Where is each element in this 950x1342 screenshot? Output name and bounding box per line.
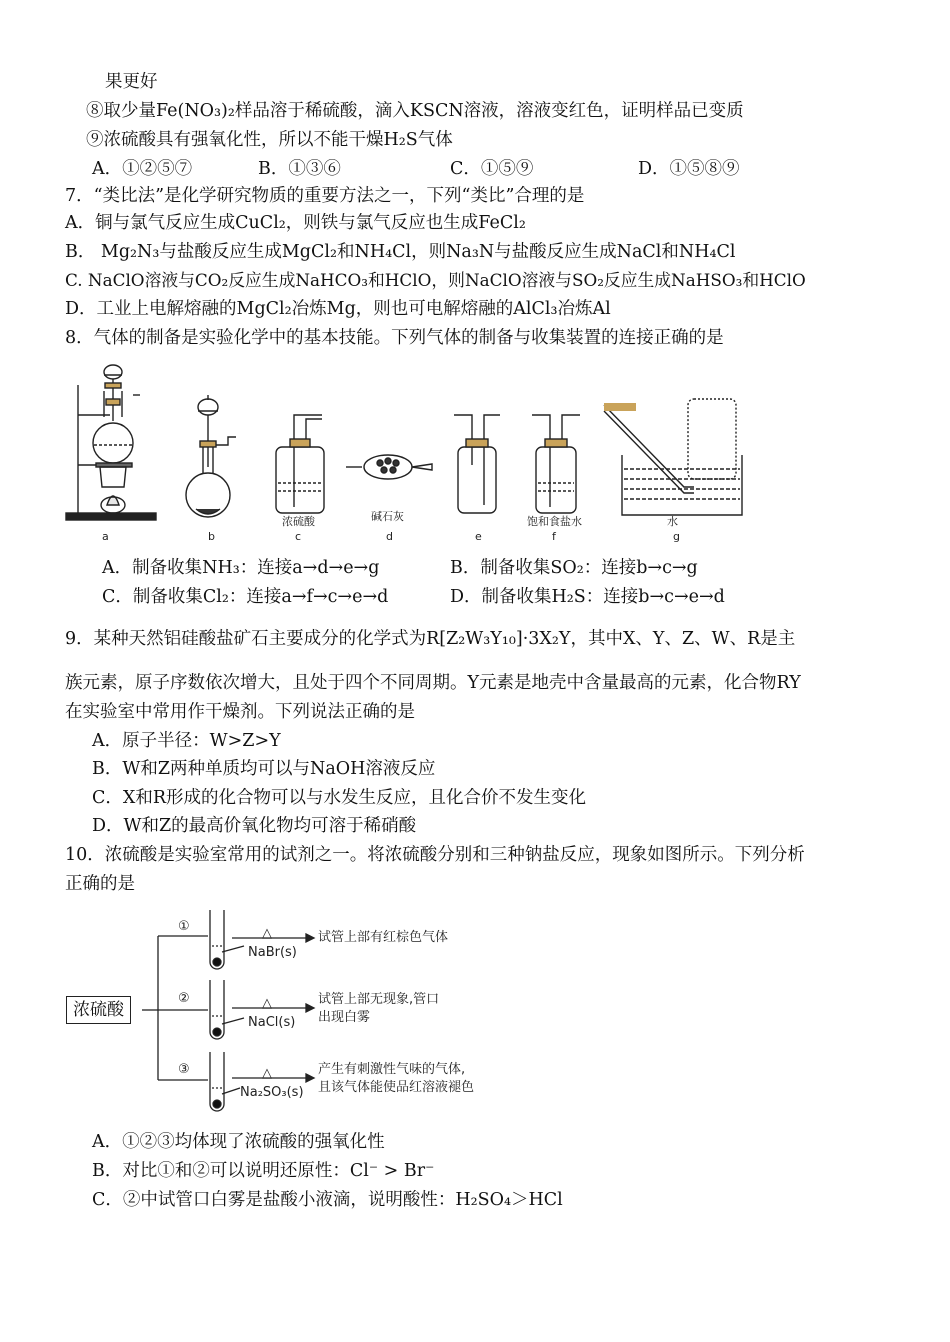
q9-option-c: C．X和R形成的化合物可以与水发生反应，且化合价不发生变化 (92, 788, 587, 808)
q6-option-c: C．①⑤⑨ (450, 159, 534, 179)
branch-2-number: ② (178, 991, 190, 1006)
branch-1-salt: NaBr(s) (248, 945, 297, 960)
q9-stem-line3: 在实验室中常用作干燥剂。下列说法正确的是 (65, 702, 415, 722)
q7-option-c: C. NaClO溶液与CO₂反应生成NaHCO₃和HClO，则NaClO溶液与SO₂反应生成NaHSO₃和HClO (65, 270, 806, 290)
reagent-box-conc-h2so4: 浓硫酸 (66, 996, 131, 1024)
q8-option-c: C．制备收集Cl₂：连接a→f→c→e→d (102, 587, 389, 607)
q8-option-b: B．制备收集SO₂：连接b→c→g (450, 558, 698, 578)
apparatus-f (532, 415, 580, 513)
q6-item-8: ⑧取少量Fe(NO₃)₂样品溶于稀硫酸，滴入KSCN溶液，溶液变红色，证明样品已变质 (86, 101, 744, 121)
letter-e: e (475, 530, 482, 543)
letter-a: a (102, 530, 109, 543)
branch-2-salt: NaCl(s) (248, 1015, 296, 1030)
letter-f: f (552, 530, 556, 543)
apparatus-g (604, 399, 742, 515)
q10-stem-line1: 10．浓硫酸是实验室常用的试剂之一。将浓硫酸分别和三种钠盐反应，现象如图所示。下列分析 (65, 845, 805, 865)
q8-option-d: D．制备收集H₂S：连接b→c→e→d (450, 587, 725, 607)
q7-option-a: A．铜与氯气反应生成CuCl₂，则铁与氯气反应也生成FeCl₂ (65, 213, 526, 233)
q10-option-b: B．对比①和②可以说明还原性：Cl⁻ > Br⁻ (92, 1161, 435, 1181)
q6-item-9: ⑨浓硫酸具有强氧化性，所以不能干燥H₂S气体 (86, 130, 453, 150)
q7-stem: 7．“类比法”是化学研究物质的重要方法之一，下列“类比”合理的是 (65, 186, 585, 206)
branch-3-salt: Na₂SO₃(s) (240, 1085, 304, 1100)
label-f-saturated-brine: 饱和食盐水 (527, 515, 582, 528)
test-tube-1 (210, 910, 224, 969)
letter-b: b (208, 530, 215, 543)
q7-option-d: D．工业上电解熔融的MgCl₂冶炼Mg，则也可电解熔融的AlCl₃冶炼Al (65, 299, 611, 319)
branch-1-observation: 试管上部有红棕色气体 (318, 930, 449, 945)
apparatus-d (346, 455, 432, 479)
q10-option-a: A．①②③均体现了浓硫酸的强氧化性 (92, 1132, 385, 1152)
q9-stem-line1: 9．某种天然铝硅酸盐矿石主要成分的化学式为R[Z₂W₃Y₁₀]·3X₂Y，其中X、Y、Z、W、R是主 (65, 629, 796, 649)
q9-stem-line2: 族元素，原子序数依次增大，且处于四个不同周期。Y元素是地壳中含量最高的元素，化合物RY (65, 673, 801, 693)
label-c-conc-h2so4: 浓硫酸 (282, 515, 315, 528)
q9-option-b: B．W和Z两种单质均可以与NaOH溶液反应 (92, 759, 436, 779)
branch-3-observation-line2: 且该气体能使品红溶液褪色 (318, 1080, 475, 1095)
q6-option-a: A．①②⑤⑦ (92, 159, 193, 179)
letter-g: g (673, 530, 680, 543)
label-d-soda-lime: 碱石灰 (371, 510, 404, 523)
branch-1-number: ① (178, 919, 190, 934)
test-tube-3 (210, 1052, 224, 1111)
branch-2-observation-line2: 出现白雾 (318, 1010, 371, 1025)
branch-1-heat: △ (262, 926, 272, 941)
q8-option-a: A．制备收集NH₃：连接a→d→e→g (102, 558, 380, 578)
letter-d: d (386, 530, 393, 543)
apparatus-b (186, 395, 236, 517)
q9-option-a: A．原子半径：W>Z>Y (92, 731, 281, 751)
apparatus-c (276, 415, 324, 513)
branch-2-observation-line1: 试管上部无现象,管口 (318, 992, 440, 1007)
q10-stem-line2: 正确的是 (65, 874, 135, 894)
test-tube-2 (210, 980, 224, 1039)
q8-stem: 8．气体的制备是实验化学中的基本技能。下列气体的制备与收集装置的连接正确的是 (65, 328, 724, 348)
q6-option-d: D．①⑤⑧⑨ (638, 159, 740, 179)
q6-tail: 果更好 (105, 72, 158, 92)
branch-3-observation-line1: 产生有刺激性气味的气体, (318, 1062, 466, 1077)
apparatus-e (454, 415, 500, 513)
branch-3-number: ③ (178, 1062, 190, 1077)
q9-option-d: D．W和Z的最高价氧化物均可溶于稀硝酸 (92, 816, 417, 836)
q7-option-b: B． Mg₂N₃与盐酸反应生成MgCl₂和NH₄Cl，则Na₃N与盐酸反应生成NaCl和NH₄Cl (65, 242, 736, 262)
q10-option-c: C．②中试管口白雾是盐酸小液滴，说明酸性：H₂SO₄＞HCl (92, 1190, 563, 1210)
branch-3-heat: △ (262, 1066, 272, 1081)
reaction-diagram (0, 900, 950, 1120)
letter-c: c (295, 530, 302, 543)
branch-2-heat: △ (262, 996, 272, 1011)
label-g-water: 水 (667, 515, 678, 528)
q6-option-b: B．①③⑥ (258, 159, 341, 179)
apparatus-a (66, 365, 156, 520)
